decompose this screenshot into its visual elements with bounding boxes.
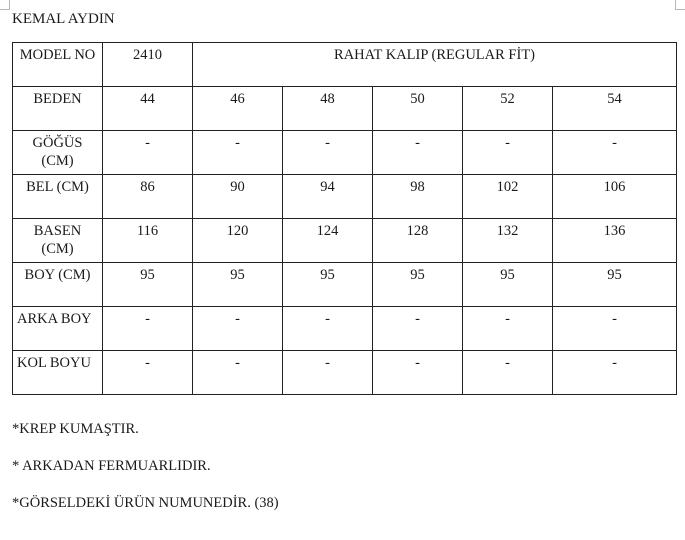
- table-row: [13, 307, 677, 351]
- row-label-cell: BEDEN: [13, 87, 103, 131]
- value-cell: 90: [193, 175, 283, 219]
- value-cell: 95: [463, 263, 553, 307]
- value-cell: 102: [463, 175, 553, 219]
- value-cell: -: [193, 307, 283, 351]
- note-fabric: *KREP KUMAŞTIR.: [12, 421, 139, 437]
- value-cell: 132: [463, 219, 553, 263]
- table-row: [13, 87, 677, 131]
- row-label-cell: KOL BOYU: [13, 351, 103, 395]
- row-label-cell: BOY (CM): [13, 263, 103, 307]
- value-cell: 94: [283, 175, 373, 219]
- value-cell: 95: [283, 263, 373, 307]
- table-row: [13, 263, 677, 307]
- table-row: [13, 219, 677, 263]
- value-cell: 120: [193, 219, 283, 263]
- value-cell: 50: [373, 87, 463, 131]
- row-label-cell: BASEN (CM): [13, 219, 103, 263]
- value-cell: 116: [103, 219, 193, 263]
- size-chart-table: [12, 42, 677, 395]
- value-cell: 128: [373, 219, 463, 263]
- value-cell: -: [463, 307, 553, 351]
- note-zipper: * ARKADAN FERMUARLIDIR.: [12, 458, 211, 474]
- value-cell: -: [553, 307, 677, 351]
- value-cell: 46: [193, 87, 283, 131]
- value-cell: 48: [283, 87, 373, 131]
- row-label-cell: BEL (CM): [13, 175, 103, 219]
- page-corner-mark-left: [0, 0, 10, 10]
- row-label-cell: ARKA BOY: [13, 307, 103, 351]
- value-cell: -: [463, 351, 553, 395]
- table-header-row: [13, 43, 677, 87]
- value-cell: -: [373, 307, 463, 351]
- size-chart-body: [13, 43, 677, 395]
- value-cell: -: [373, 351, 463, 395]
- value-cell: 124: [283, 219, 373, 263]
- value-cell: -: [103, 351, 193, 395]
- table-row: [13, 175, 677, 219]
- value-cell: 136: [553, 219, 677, 263]
- row-label-cell: GÖĞÜS (CM): [13, 131, 103, 175]
- value-cell: 95: [373, 263, 463, 307]
- note-sample: *GÖRSELDEKİ ÜRÜN NUMUNEDİR. (38): [12, 495, 279, 511]
- value-cell: -: [283, 131, 373, 175]
- value-cell: 106: [553, 175, 677, 219]
- model-label-cell: MODEL NO: [13, 43, 103, 87]
- value-cell: -: [103, 307, 193, 351]
- value-cell: 86: [103, 175, 193, 219]
- page-corner-mark-right: [675, 0, 685, 10]
- value-cell: -: [463, 131, 553, 175]
- value-cell: 44: [103, 87, 193, 131]
- value-cell: -: [553, 351, 677, 395]
- value-cell: 95: [193, 263, 283, 307]
- value-cell: -: [283, 307, 373, 351]
- table-row: [13, 131, 677, 175]
- value-cell: 54: [553, 87, 677, 131]
- value-cell: -: [283, 351, 373, 395]
- value-cell: 98: [373, 175, 463, 219]
- value-cell: -: [103, 131, 193, 175]
- value-cell: 52: [463, 87, 553, 131]
- value-cell: -: [373, 131, 463, 175]
- value-cell: -: [553, 131, 677, 175]
- value-cell: 95: [553, 263, 677, 307]
- document-title: KEMAL AYDIN: [12, 11, 115, 27]
- value-cell: -: [193, 131, 283, 175]
- value-cell: 95: [103, 263, 193, 307]
- fit-label-cell: RAHAT KALIP (REGULAR FİT): [193, 43, 677, 87]
- model-value-cell: 2410: [103, 43, 193, 87]
- value-cell: -: [193, 351, 283, 395]
- table-row: [13, 351, 677, 395]
